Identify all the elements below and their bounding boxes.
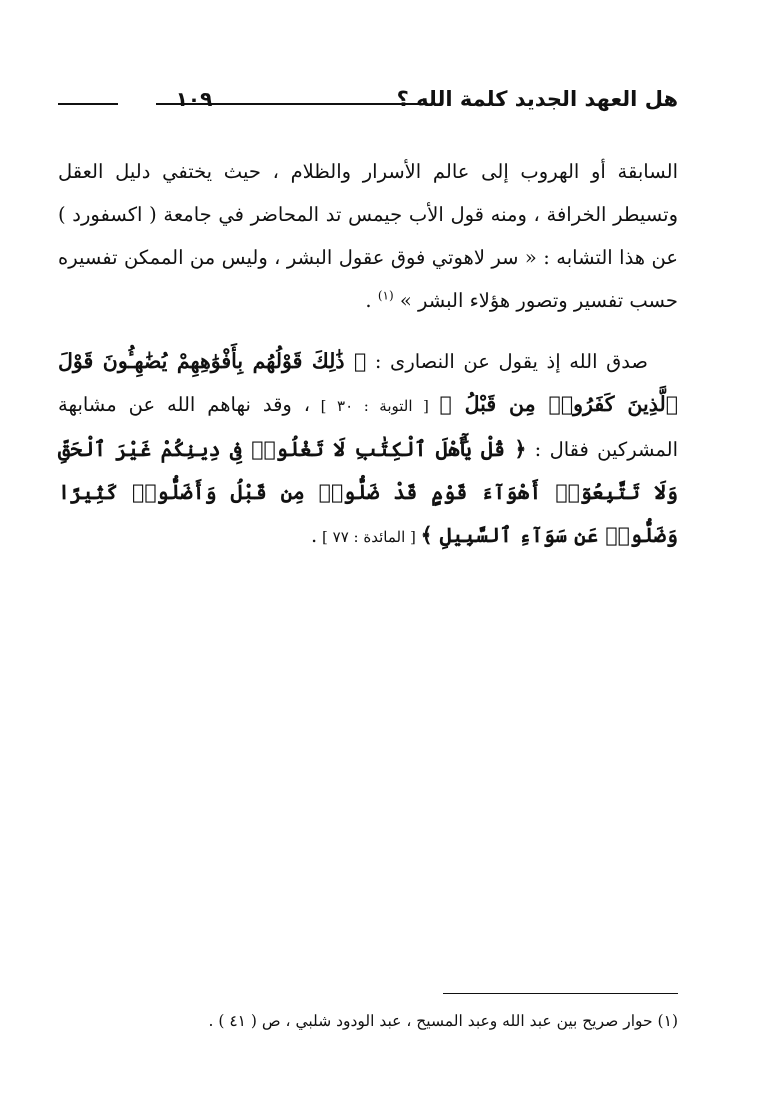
verse-2-reference: [ المائدة : ٧٧ ] — [317, 528, 421, 546]
page-number-group — [116, 82, 226, 118]
paragraph-1 — [58, 150, 678, 322]
running-header — [58, 82, 678, 118]
paragraph-2 — [58, 340, 678, 559]
footnote-marker: (١) — [377, 288, 394, 303]
main-text — [58, 150, 678, 559]
paragraph-2-end: . — [311, 524, 318, 547]
header-rule-short — [58, 103, 118, 105]
quran-verse-2: ﴿ قُلْ يَٰٓأَهْلَ ٱلْكِتَٰبِ لَا تَغْلُوا۟ فِى دِينِكُمْ غَيْرَ ٱلْحَقِّ وَلَا تَتَّبِعُوٓا۟ أَهْوَآءَ قَوْمٍ قَدْ ضَلُّوا۟ مِن قَبْلُ وَأَضَلُّوا۟ كَثِيرًا وَضَلُّوا۟ عَن سَوَآءِ ٱلسَّبِيلِ ﴾ — [58, 437, 678, 547]
header-title: هل العهد الجديد كلمة الله ؟ — [396, 87, 678, 111]
paragraph-2-intro: صدق الله إذ يقول عن النصارى : — [366, 350, 648, 373]
paragraph-2-middle: ، وقد نهاهم الله عن مشابهة المشركين فقال : — [58, 393, 678, 461]
footnote: (١) حوار صريح بين عبد الله وعبد المسيح ، عبد الودود شلبي ، ص ( ٤١ ) . — [208, 1012, 678, 1030]
paragraph-1-end: . — [365, 289, 378, 312]
quran-verse-1: ﴿ ذَٰلِكَ قَوْلُهُم بِأَفْوَٰهِهِمْ يُضَٰهِـُٔونَ قَوْلَ ٱلَّذِينَ كَفَرُوا۟ مِن قَبْلُ ﴾ — [58, 349, 679, 416]
page-number: ١٠٩ — [175, 87, 213, 111]
footnote-separator — [443, 993, 678, 994]
verse-1-reference: [ التوبة : ٣٠ ] — [310, 397, 440, 415]
paragraph-1-text: السابقة أو الهروب إلى عالم الأسرار والظلام ، حيث يختفي دليل العقل وتسيطر الخرافة ، ومنه قول الأب جيمس تد المحاضر في جامعة ( اكسفورد ) عن هذا التشابه : « سر لاهوتي فوق عقول البشر ، وليس من الممكن تفسيره حسب تفسير وتصور هؤلاء البشر » — [58, 160, 678, 312]
